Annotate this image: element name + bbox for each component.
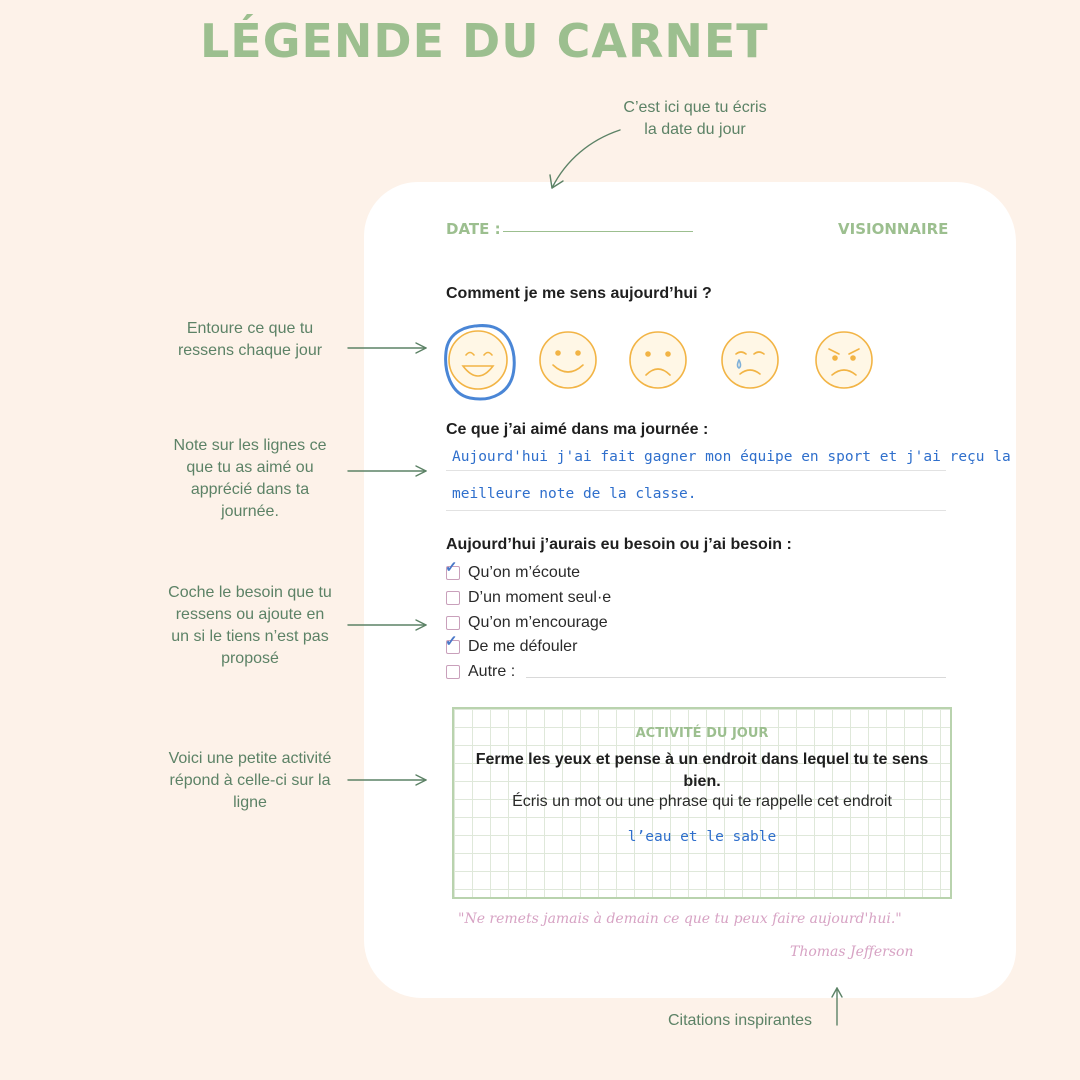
- need-annotation: [145, 582, 355, 670]
- liked-question: Ce que j’ai aimé dans ma journée :: [446, 421, 709, 438]
- liked-annotation: [150, 435, 350, 523]
- checkbox[interactable]: [446, 616, 460, 630]
- date-input-line[interactable]: [503, 231, 693, 232]
- writing-line[interactable]: [446, 510, 946, 511]
- mood-question: Comment je me sens aujourd’hui ?: [446, 285, 712, 302]
- checkbox-checked[interactable]: [445, 633, 460, 654]
- mood-annotation-line: Entoure ce que tu: [186, 320, 314, 337]
- check-icon: ✓: [445, 559, 458, 576]
- activity-answer: l’eau et le sable: [627, 829, 777, 845]
- need-annotation-line: ressens ou ajoute en: [175, 606, 325, 623]
- date-annotation: [600, 97, 790, 141]
- date-label: DATE :: [446, 220, 501, 238]
- mood-annotation: [150, 318, 350, 362]
- inspiring-quote: "Ne remets jamais à demain ce que tu peux faire aujourd'hui.": [458, 911, 902, 927]
- need-annotation-line: un si le tiens n’est pas: [171, 628, 329, 645]
- mood-selector: [436, 318, 896, 408]
- liked-annotation-line: Note sur les lignes ce: [173, 437, 327, 454]
- other-need-input-line[interactable]: [526, 677, 946, 678]
- liked-answer-line-1: Aujourd'hui j'ai fait gagner mon équipe en sport et j'ai reçu la: [452, 449, 1011, 465]
- liked-answer-line-2: meilleure note de la classe.: [452, 486, 697, 502]
- activity-annotation-line: répond à celle-ci sur la: [169, 772, 331, 789]
- crying-face-icon[interactable]: [722, 332, 778, 388]
- mood-annotation-line: ressens chaque jour: [177, 342, 323, 359]
- activity-instruction: Écris un mot ou une phrase qui te rappelle cet endroit: [512, 793, 892, 810]
- checkbox-checked[interactable]: [445, 559, 460, 580]
- activity-annotation: [145, 748, 355, 814]
- need-annotation-line: proposé: [221, 650, 279, 667]
- activity-prompt: Ferme les yeux et pense à un endroit dans lequel tu te sens bien.: [475, 751, 929, 790]
- liked-annotation-line: journée.: [221, 503, 279, 520]
- check-icon: ✓: [445, 633, 458, 650]
- need-label: Qu’on m’encourage: [468, 614, 608, 631]
- need-label: D’un moment seul·e: [468, 589, 612, 606]
- liked-annotation-line: que tu as aimé ou: [186, 459, 314, 476]
- date-annotation-line: C’est ici que tu écris: [623, 99, 767, 116]
- need-item[interactable]: [446, 588, 611, 608]
- need-label: De me défouler: [468, 638, 578, 655]
- need-label: Qu’on m’écoute: [468, 564, 581, 581]
- needs-question: Aujourd’hui j’aurais eu besoin ou j’ai besoin :: [446, 536, 792, 553]
- liked-annotation-line: apprécié dans ta: [190, 481, 310, 498]
- need-label: Autre :: [468, 663, 516, 680]
- quotes-annotation: Citations inspirantes: [667, 1012, 813, 1029]
- activity-title: ACTIVITÉ DU JOUR: [635, 726, 769, 741]
- need-item[interactable]: [446, 613, 608, 633]
- sad-face-icon[interactable]: [630, 332, 686, 388]
- date-annotation-line: la date du jour: [644, 121, 746, 138]
- activity-annotation-line: Voici une petite activité: [168, 750, 332, 767]
- very-happy-face-icon[interactable]: [449, 331, 507, 389]
- checkbox[interactable]: [446, 665, 460, 679]
- page-title: LÉGENDE DU CARNET: [200, 14, 769, 68]
- need-item[interactable]: [445, 559, 581, 583]
- need-annotation-line: Coche le besoin que tu: [168, 584, 332, 601]
- angry-face-icon[interactable]: [816, 332, 872, 388]
- checkbox[interactable]: [446, 591, 460, 605]
- need-item[interactable]: [445, 633, 578, 657]
- writing-line[interactable]: [446, 470, 946, 471]
- brand-label: VISIONNAIRE: [838, 220, 949, 238]
- happy-face-icon[interactable]: [540, 332, 596, 388]
- quote-author: Thomas Jefferson: [790, 944, 914, 960]
- activity-annotation-line: ligne: [233, 794, 267, 811]
- need-item[interactable]: [446, 662, 515, 682]
